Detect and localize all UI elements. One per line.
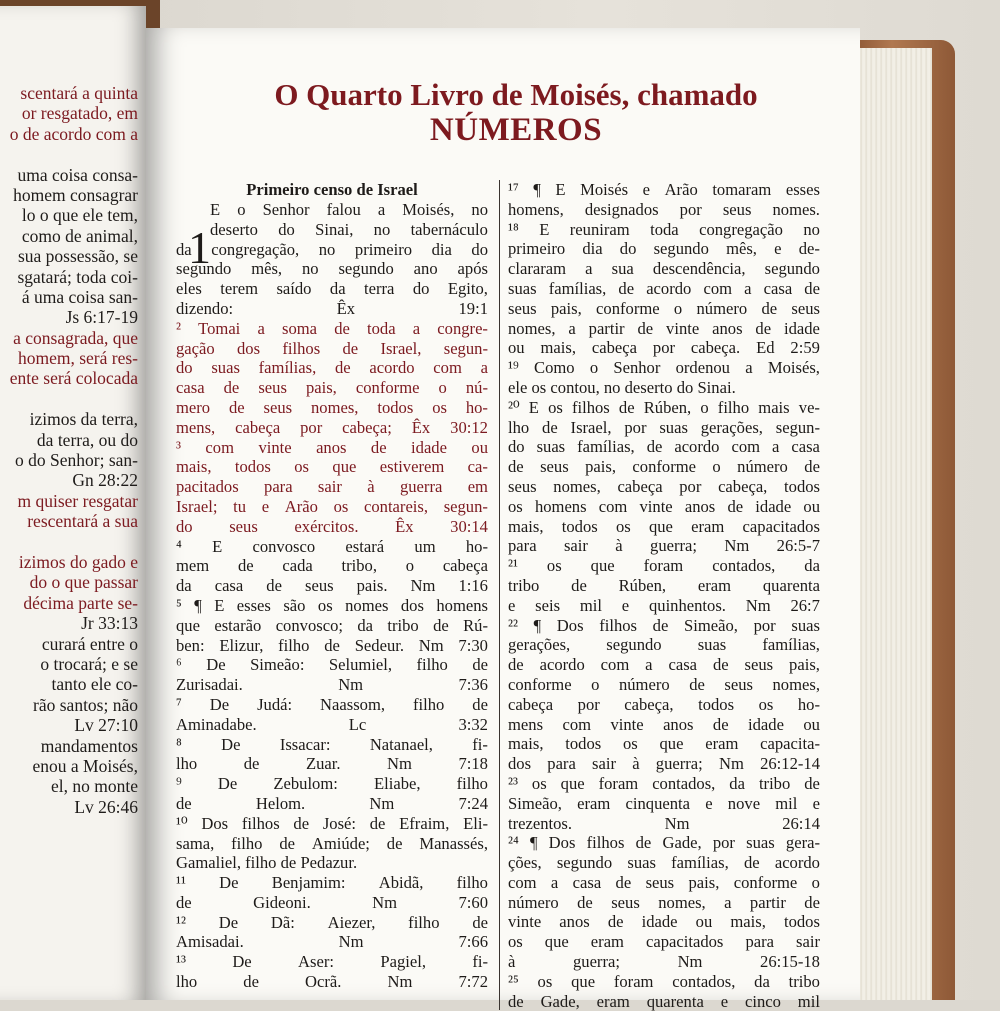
verse-line: ²² ¶ Dos filhos de Simeão, por suas (508, 615, 820, 635)
verse-line: de seus pais, conforme o número de (508, 457, 820, 477)
verse-line: mero de seus nomes, todos os ho- (176, 397, 488, 417)
verse-line: ³ com vinte anos de idade ou (176, 437, 488, 457)
verse-line: ções, segundo suas famílias, de acordo (508, 853, 820, 873)
left-page-line: homem consagrar (13, 184, 138, 205)
verse-line: ²⁰ E os filhos de Rúben, o filho mais ve- (508, 397, 820, 417)
left-page-line: ente será colocada (9, 368, 138, 389)
verse-line: ben: Elizur, filho de Sedeur. Nm 7:30 (176, 635, 488, 655)
verse-line: Amisadai. Nm 7:66 (176, 932, 488, 952)
verse-line: ²⁵ os que foram contados, da tribo (508, 971, 820, 991)
left-page-line: sua possessão, se (17, 246, 138, 267)
left-page (0, 6, 146, 1000)
verse-line: ou mais, cabeça por cabeça. Ed 2:59 (508, 338, 820, 358)
left-page-line: izimos da terra, (29, 409, 138, 430)
verse-line: sama, filho de Amiúde; de Manassés, (176, 833, 488, 853)
left-page-line: m quiser resgatar (17, 490, 138, 511)
verse-line: da congregação, no primeiro dia do (176, 239, 488, 259)
verse-line: ⁵ ¶ E esses são os nomes dos homens (176, 595, 488, 615)
verse-line: lho de Ocrã. Nm 7:72 (176, 972, 488, 992)
verse-line: ⁷ De Judá: Naassom, filho de (176, 694, 488, 714)
left-page-line (0, 144, 138, 164)
verse-line: mais, todos os que estiverem ca- (176, 457, 488, 477)
verse-line: gação dos filhos de Israel, segun- (176, 338, 488, 358)
left-page-line: Gn 28:22 (72, 470, 138, 491)
verse-line: para sair à guerra; Nm 26:5-7 (508, 536, 820, 556)
left-page-line: or resgatado, em (21, 103, 138, 124)
verse-line: Gamaliel, filho de Pedazur. (176, 853, 362, 873)
verse-line: do suas famílias, de acordo com a casa (508, 437, 820, 457)
verse-line: à guerra; Nm 26:15-18 (508, 952, 820, 972)
verse-line: de Helom. Nm 7:24 (176, 793, 488, 813)
verse-line: mais, todos os que eram capacitados (508, 516, 820, 536)
verse-line: E o Senhor falou a Moisés, no (210, 200, 488, 219)
verse-line: lho de Zuar. Nm 7:18 (176, 754, 488, 774)
section-heading: Primeiro censo de Israel (246, 180, 418, 199)
verse-line: casa de seus pais, conforme o nú- (176, 378, 488, 398)
left-page-line: o do Senhor; san- (15, 450, 138, 471)
verse-line: eles terem saído da terra do Egito, (176, 279, 488, 299)
verse-line: homens, designados por seus nomes. (508, 199, 820, 219)
left-page-line: a consagrada, que (13, 327, 138, 348)
left-page-line: uma coisa consa- (17, 164, 138, 185)
verse-line: ²¹ os que foram contados, da (508, 556, 820, 576)
left-page-line: lo o que ele tem, (21, 205, 138, 226)
left-page-line: curará entre o (41, 633, 138, 654)
verse-line: Israel; tu e Arão os contareis, segun- (176, 496, 488, 516)
left-page-line (0, 389, 138, 409)
column-divider (499, 180, 500, 1010)
left-page-line: izimos do gado e (18, 551, 138, 572)
verse-line: ¹¹ De Benjamim: Abidã, filho (176, 873, 488, 893)
verse-line: os que eram capacitados para sair (508, 932, 820, 952)
verse-line: segundo mês, no segundo ano após (176, 259, 488, 279)
verse-line: mem de cada tribo, o cabeça (176, 556, 488, 576)
verse-line: vinte anos de idade ou mais, todos (508, 912, 820, 932)
verse-line: conforme o número de seus nomes, (508, 674, 820, 694)
left-page-line: scentará a quinta (20, 83, 138, 103)
verse-line: ¹⁸ E reuniram toda congregação no (508, 219, 820, 239)
verse-line: de Gideoni. Nm 7:60 (176, 892, 488, 912)
verse-line: ¹² De Dã: Aiezer, filho de (176, 912, 488, 932)
left-page-line: décima parte se- (23, 592, 138, 613)
verse-line: gerações, segundo suas famílias, (508, 635, 820, 655)
left-page-line: da terra, ou do (36, 429, 138, 450)
verse-line: seus pais, conforme o número de seus (508, 298, 820, 318)
verse-line: ¹⁹ Como o Senhor ordenou a Moisés, (508, 358, 820, 378)
verse-line: ¹⁷ ¶ E Moisés e Arão tomaram esses (508, 180, 820, 199)
verse-line: que estarão convosco; da tribo de Rú- (176, 615, 488, 635)
left-page-line: Jr 33:13 (81, 613, 138, 634)
verse-line: nomes, a partir de vinte anos de idade (508, 318, 820, 338)
verse-line: primeiro dia do segundo mês, e de- (508, 239, 820, 259)
text-column-right (508, 180, 820, 1011)
verse-line: lho de Israel, por suas gerações, segun- (508, 417, 820, 437)
verse-line: seus nomes, cabeça por cabeça, todos (508, 476, 820, 496)
verse-line: número de seus nomes, a partir de (508, 892, 820, 912)
left-page-line: Js 6:17-19 (65, 307, 138, 328)
verse-line: Simeão, eram cinquenta e nove mil e (508, 793, 820, 813)
text-column-left (176, 180, 488, 992)
left-page-line: enou a Moisés, (32, 755, 138, 776)
left-page-line: do o que passar (29, 572, 138, 593)
verse-line: do suas famílias, de acordo com a (176, 358, 488, 378)
verse-line: mens com vinte anos de idade ou (508, 714, 820, 734)
verse-line: ¹⁰ Dos filhos de José: de Efraim, Eli- (176, 813, 488, 833)
verse-line: mais, todos os que eram capacita- (508, 734, 820, 754)
left-page-line: á uma coisa san- (21, 286, 138, 307)
verse-line: ⁶ De Simeão: Selumiel, filho de (176, 655, 488, 675)
verse-line: tribo de Rúben, eram quarenta (508, 575, 820, 595)
verse-line: com a casa de seus pais, conforme o (508, 872, 820, 892)
verse-line: os homens com vinte anos de idade ou (508, 496, 820, 516)
verse-line: dos para sair à guerra; Nm 26:12-14 (508, 754, 820, 774)
left-page-line: mandamentos (40, 735, 138, 756)
verse-line: ⁴ E convosco estará um ho- (176, 536, 488, 556)
verse-line: Aminadabe. Lc 3:32 (176, 714, 488, 734)
left-page-line: o trocará; e se (40, 653, 138, 674)
verse-line: suas famílias, de acordo com a casa de (508, 278, 820, 298)
verse-line: ⁸ De Issacar: Natanael, fi- (176, 734, 488, 754)
left-page-line: Lv 27:10 (74, 715, 138, 736)
left-page-line: homem, será res- (17, 348, 138, 369)
verse-line: dizendo: Êx 19:1 (176, 298, 488, 318)
verse-line: ¹³ De Aser: Pagiel, fi- (176, 952, 488, 972)
book-title: O Quarto Livro de Moisés, chamado (274, 77, 758, 112)
left-page-line: el, no monte (51, 776, 138, 797)
book-header (186, 78, 846, 148)
verse-line: pacitados para sair à guerra em (176, 477, 488, 497)
left-page-line: rescentará a sua (27, 511, 138, 532)
left-page-line: tanto ele co- (51, 674, 138, 695)
verse-line: ²⁴ ¶ Dos filhos de Gade, por suas gera- (508, 833, 820, 853)
left-page-line: sgatará; toda coi- (17, 266, 138, 287)
verse-line: ² Tomai a soma de toda a congre- (176, 318, 488, 338)
verse-line: cabeça por cabeça, todos os ho- (508, 694, 820, 714)
book-name: NÚMEROS (429, 112, 603, 148)
chapter-number: 1 (188, 222, 211, 273)
verse-line: mens, cabeça por cabeça; Êx 30:12 (176, 417, 488, 437)
verse-line: ⁹ De Zebulom: Eliabe, filho (176, 774, 488, 794)
verse-line: de acordo com a casa de seus pais, (508, 655, 820, 675)
left-page-line (0, 532, 138, 552)
verse-line: ele os contou, no deserto do Sinai. (508, 377, 740, 397)
verse-line: e seis mil e quinhentos. Nm 26:7 (508, 595, 820, 615)
left-page-line: o de acordo com a (9, 123, 138, 144)
verse-line: trezentos. Nm 26:14 (508, 813, 820, 833)
verse-line: ²³ os que foram contados, da tribo de (508, 773, 820, 793)
verse-line: clararam a sua descendência, segundo (508, 259, 820, 279)
verse-line: Zurisadai. Nm 7:36 (176, 675, 488, 695)
verse-line: de Gade, eram quarenta e cinco mil (508, 991, 820, 1011)
verse-line: da casa de seus pais. Nm 1:16 (176, 576, 488, 596)
right-page (146, 28, 860, 1011)
left-page-line: rão santos; não (33, 694, 138, 715)
left-page-text (0, 83, 138, 817)
verse-line: deserto do Sinai, no tabernáculo (210, 219, 488, 239)
page-edges (848, 48, 932, 1000)
left-page-line: Lv 26:46 (74, 796, 138, 817)
verse-line: do seus exércitos. Êx 30:14 (176, 516, 488, 536)
left-page-line: como de animal, (21, 225, 138, 246)
